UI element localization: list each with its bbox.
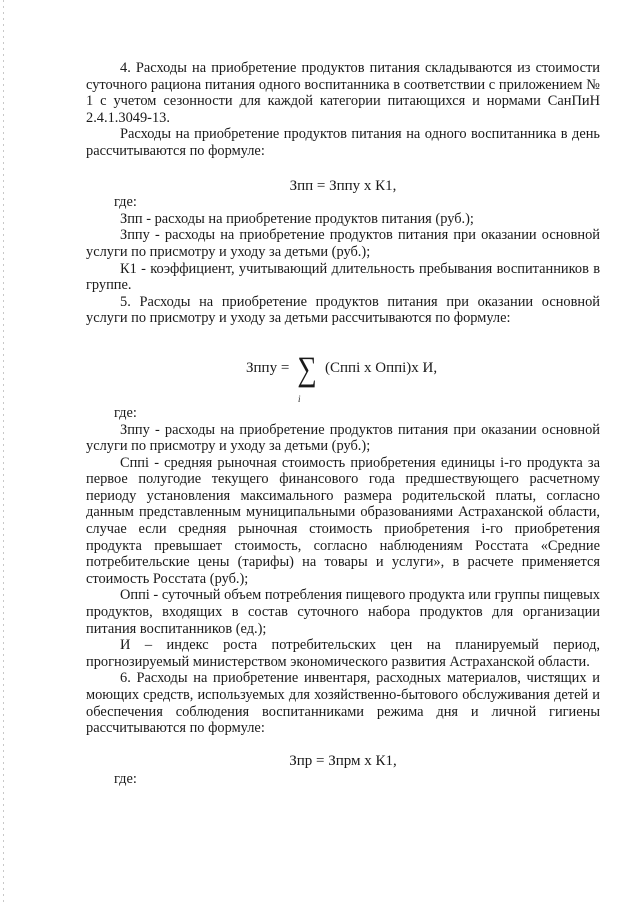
- paragraph-5: 5. Расходы на приобретение продуктов питания при оказании основной услуги по присмотру и уходу за детьми рассчитываются по формуле:: [86, 293, 600, 327]
- formula-zpp: Зпп = Зппу х К1,: [289, 177, 397, 194]
- where-label-2: где:: [114, 404, 137, 421]
- formula-zppu-expression: [246, 350, 438, 404]
- paragraph-4: 4. Расходы на приобретение продуктов питания складываются из стоимости суточного рациона питания одного воспитанника в соответствии с приложением № 1 с учетом сезонности для каждой категории питающихся и нормами СанПиН 2.4.1.3049-13.: [86, 60, 600, 126]
- definition-zpp: Зпп - расходы на приобретение продуктов питания (руб.);: [120, 210, 474, 227]
- where-label-1: где:: [114, 194, 137, 211]
- definition-sppi: Сппi - средняя рыночная стоимость приобретения единицы i-го продукта за первое полугодие текущего финансового года предшествующего расчетному периоду установления максимального размера родительской платы, согласно данным представленным муниципальными образованиями Астраханской области, случае если средняя рыночная стоимость приобретения i-го приобретения продукта превышает стоимость, согласно наблюдениям Росстата «Средние потребительские цены (тарифы) на товары и услуги», в расчете применяется стоимость Росстата (руб.);: [86, 454, 600, 587]
- definition-oppi: Оппi - суточный объем потребления пищевого продукта или группы пищевых продуктов, входящих в состав суточного набора продуктов для организации питания воспитанников (ед.);: [86, 587, 600, 637]
- definition-zppu: Зппу - расходы на приобретение продуктов питания при оказании основной услуги по присмотру и уходу за детьми (руб.);: [86, 227, 600, 260]
- document-body: [86, 60, 600, 788]
- where-label-3: где:: [114, 771, 137, 788]
- formula-zppu-subscript: i: [298, 393, 301, 404]
- formula-zppu-right: (Сппi х Оппi)х И,: [325, 359, 438, 376]
- formula-zppu: [86, 345, 600, 403]
- definition-i: И – индекс роста потребительских цен на планируемый период, прогнозируемый министерством экономического развития Астраханской области.: [86, 637, 600, 670]
- definition-zppu-2: Зппу - расходы на приобретение продуктов питания при оказании основной услуги по присмотру и уходу за детьми (руб.);: [86, 421, 600, 455]
- formula-zppu-left: Зппу =: [246, 359, 290, 376]
- formula-zpr: Зпр = Зпрм х К1,: [289, 752, 397, 769]
- paragraph-4-formula-intro: Расходы на приобретение продуктов питания на одного воспитанника в день рассчитываются по формуле:: [86, 126, 600, 159]
- paragraph-6: 6. Расходы на приобретение инвентаря, расходных материалов, чистящих и моющих средств, используемых для хозяйственно-бытового обслуживания детей и обеспечения соблюдения воспитанниками режима дня и личной гигиены рассчитываются по формуле:: [86, 670, 600, 737]
- sigma-icon: ∑: [297, 350, 317, 388]
- scan-margin-line: [3, 0, 4, 905]
- definition-k1: К1 - коэффициент, учитывающий длительность пребывания воспитанников в группе.: [86, 260, 600, 294]
